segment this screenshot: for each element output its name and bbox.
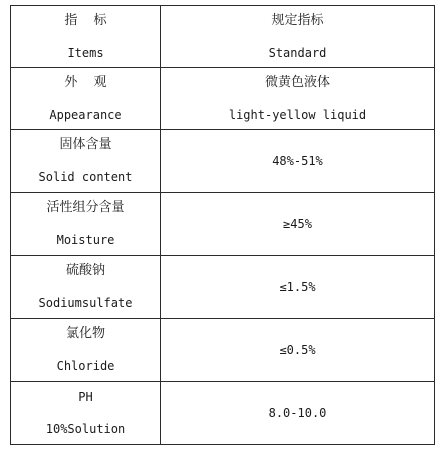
standard-cell <box>161 130 435 193</box>
item-label-en: Solid content <box>38 170 133 184</box>
table-row-solid-content <box>11 130 435 193</box>
item-label-zh: 活性组分含量 <box>46 200 125 215</box>
item-cell <box>11 319 161 382</box>
table-row-sodium-sulfate <box>11 256 435 319</box>
item-cell <box>11 68 161 130</box>
item-label-zh: 外 观 <box>64 74 113 90</box>
item-cell <box>11 256 161 319</box>
header-items-zh: 指 标 <box>64 12 113 28</box>
standard-value-zh: 微黄色液体 <box>264 74 330 90</box>
item-cell <box>11 193 161 256</box>
header-standard-zh: 规定指标 <box>271 12 324 28</box>
standard-value: ≤1.5% <box>279 280 316 294</box>
standard-cell <box>161 256 435 319</box>
standard-cell <box>161 382 435 445</box>
standard-value: 48%-51% <box>272 154 323 168</box>
header-standard-en: Standard <box>268 45 327 60</box>
item-cell <box>11 130 161 193</box>
header-items-en: Items <box>67 45 104 60</box>
table-row-chloride <box>11 319 435 382</box>
table-row-ph <box>11 382 435 445</box>
standard-value-en: light-yellow liquid <box>228 107 367 122</box>
table-row-appearance <box>11 68 435 130</box>
header-items-cell <box>11 6 161 68</box>
item-label-en: Sodiumsulfate <box>38 296 133 310</box>
item-label-ph: PH <box>78 390 93 404</box>
standard-value: 8.0-10.0 <box>268 406 327 420</box>
table-header-row <box>11 6 435 68</box>
standard-cell <box>161 68 435 130</box>
specification-table <box>10 5 435 445</box>
standard-value: ≤0.5% <box>279 343 316 357</box>
standard-cell <box>161 193 435 256</box>
header-standard-cell <box>161 6 435 68</box>
item-label-en: Chloride <box>56 359 115 373</box>
item-label-en: Appearance <box>49 107 122 122</box>
standard-cell <box>161 319 435 382</box>
table-row-active-content <box>11 193 435 256</box>
item-label-zh: 固体含量 <box>59 137 112 152</box>
standard-value: ≥45% <box>283 217 312 231</box>
item-label-zh: 氯化物 <box>65 326 105 341</box>
item-label-en: Moisture <box>56 233 115 247</box>
item-cell <box>11 382 161 445</box>
item-label-zh: 硫酸钠 <box>65 263 105 278</box>
item-label-solution: 10%Solution <box>45 422 126 436</box>
